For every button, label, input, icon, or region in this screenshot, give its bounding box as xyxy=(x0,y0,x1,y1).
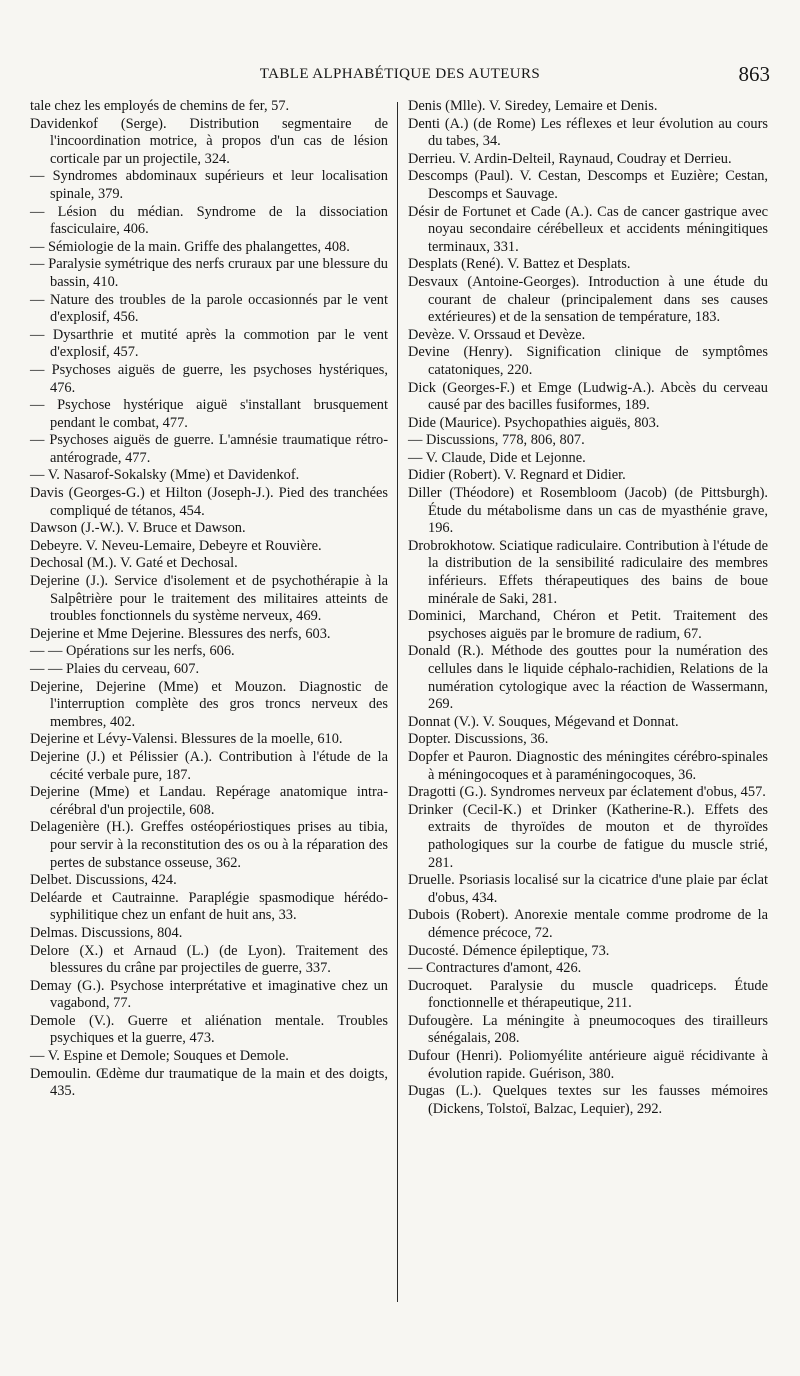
index-entry: Dejerine (J.) et Pélissier (A.). Contribution à l'étude de la cécité verbale pure, 187. xyxy=(30,748,388,783)
index-entry: — Psychoses aiguës de guerre. L'amnésie traumatique rétro-antérograde, 477. xyxy=(30,432,388,466)
index-entry: Dechosal (M.). V. Gaté et Dechosal. xyxy=(30,555,238,572)
index-entry: Debeyre. V. Neveu-Lemaire, Debeyre et Rouvière. xyxy=(30,537,322,554)
index-entry: Dejerine (J.). Service d'isolement et de psychothérapie à la Salpêtrière pour le traitement des militaires atteints de troubles fonctionnels du système nerveux, 469. xyxy=(30,573,388,625)
right-column xyxy=(408,98,768,1118)
header-title: TABLE ALPHABÉTIQUE DES AUTEURS xyxy=(259,66,541,82)
index-entry: Devèze. V. Orssaud et Devèze. xyxy=(408,326,586,343)
index-entry: Ducroquet. Paralysie du muscle quadriceps. Étude fonctionnelle et thérapeutique, 211. xyxy=(408,977,768,1012)
index-entry: — Nature des troubles de la parole occasionnés par le vent d'explosif, 456. xyxy=(30,291,388,326)
running-header xyxy=(30,62,770,88)
index-entry: — V. Nasarof-Sokalsky (Mme) et Davidenkof. xyxy=(30,467,300,484)
index-entry: Demole (V.). Guerre et aliénation mentale. Troubles psychiques et la guerre, 473. xyxy=(30,1012,388,1047)
index-entry: — Lésion du médian. Syndrome de la dissociation fasciculaire, 406. xyxy=(30,203,388,238)
index-entry: Dominici, Marchand, Chéron et Petit. Traitement des psychoses aiguës par le bromure de radium, 67. xyxy=(408,608,768,642)
index-entry: Didier (Robert). V. Regnard et Didier. xyxy=(408,467,626,484)
index-entry: Dugas (L.). Quelques textes sur les fausses mémoires (Dickens, Tolstoï, Balzac, Lequier), 292. xyxy=(408,1083,768,1117)
index-entry: Dick (Georges-F.) et Emge (Ludwig-A.). Abcès du cerveau causé par des bacilles fusiformes, 189. xyxy=(408,379,768,414)
index-entry: Donnat (V.). V. Souques, Mégevand et Donnat. xyxy=(408,713,679,730)
index-entry: Delmas. Discussions, 804. xyxy=(30,924,183,941)
index-entry: Derrieu. V. Ardin-Delteil, Raynaud, Coudray et Derrieu. xyxy=(408,150,732,167)
index-entry: — Psychoses aiguës de guerre, les psychoses hystériques, 476. xyxy=(30,361,388,396)
index-entry: Dubois (Robert). Anorexie mentale comme prodrome de la démence précoce, 72. xyxy=(408,907,768,941)
index-entry: Dopfer et Pauron. Diagnostic des méningites cérébro-spinales à méningocoques et à paraméningocoques, 36. xyxy=(408,748,768,783)
index-entry: — Paralysie symétrique des nerfs cruraux par une blessure du bassin, 410. xyxy=(30,256,388,290)
index-entry: Ducosté. Démence épileptique, 73. xyxy=(408,942,610,959)
index-entry: Dufougère. La méningite à pneumocoques des tirailleurs sénégalais, 208. xyxy=(408,1012,768,1047)
left-column xyxy=(30,98,388,1101)
index-entry: Davidenkof (Serge). Distribution segmentaire de l'incoordination motrice, à propos d'un cas de lésion corticale par un projectile, 324. xyxy=(30,115,388,167)
index-entry: Descomps (Paul). V. Cestan, Descomps et Euzière; Cestan, Descomps et Sauvage. xyxy=(408,168,768,202)
index-entry: Deléarde et Cautrainne. Paraplégie spasmodique hérédo-syphilitique chez un enfant de huit ans, 33. xyxy=(30,889,388,924)
index-entry: — Contractures d'amont, 426. xyxy=(408,960,582,977)
index-entry: — Sémiologie de la main. Griffe des phalangettes, 408. xyxy=(30,238,350,255)
index-entry: Drobrokhotow. Sciatique radiculaire. Contribution à l'étude de la distribution de la sensibilité radiculaire des membres inférieurs. Effets thérapeutiques des bains de boue minérale de Saki, 281. xyxy=(408,537,768,607)
index-entry: Désir de Fortunet et Cade (A.). Cas de cancer gastrique avec noyau secondaire cérébelleux et accidents méningitiques terminaux, 331. xyxy=(408,203,768,255)
index-entry: — Psychose hystérique aiguë s'installant brusquement pendant le combat, 477. xyxy=(30,397,388,431)
index-entry: — V. Claude, Dide et Lejonne. xyxy=(408,449,586,466)
index-entry: — Syndromes abdominaux supérieurs et leur localisation spinale, 379. xyxy=(30,168,388,202)
index-entry: Dopter. Discussions, 36. xyxy=(408,731,549,748)
index-entry: — Discussions, 778, 806, 807. xyxy=(408,432,585,449)
index-entry: tale chez les employés de chemins de fer, 57. xyxy=(30,98,290,114)
index-entry: Dejerine et Lévy-Valensi. Blessures de la moelle, 610. xyxy=(30,731,343,748)
index-entry: Dejerine (Mme) et Landau. Repérage anatomique intra-cérébral d'un projectile, 608. xyxy=(30,784,388,818)
index-entry: Dragotti (G.). Syndromes nerveux par éclatement d'obus, 457. xyxy=(408,784,766,801)
index-entry: Delbet. Discussions, 424. xyxy=(30,872,177,889)
index-entry: Druelle. Psoriasis localisé sur la cicatrice d'une plaie par éclat d'obus, 434. xyxy=(408,872,768,906)
index-entry: — V. Espine et Demole; Souques et Demole. xyxy=(30,1048,289,1065)
index-entry: Diller (Théodore) et Rosembloom (Jacob) (de Pittsburgh). Étude du métabolisme dans un cas de myasthénie grave, 196. xyxy=(408,485,768,537)
column-divider xyxy=(397,102,398,1302)
index-entry: Desplats (René). V. Battez et Desplats. xyxy=(408,256,631,273)
index-entry: Dufour (Henri). Poliomyélite antérieure aiguë récidivante à évolution rapide. Guérison, 380. xyxy=(408,1048,768,1082)
index-entry: Demoulin. Œdème dur traumatique de la main et des doigts, 435. xyxy=(30,1065,388,1100)
index-entry: — — Plaies du cerveau, 607. xyxy=(30,661,200,677)
index-entry: — Dysarthrie et mutité après la commotion par le vent d'explosif, 457. xyxy=(30,326,388,361)
index-entry: Delagenière (H.). Greffes ostéopériostiques prises au tibia, pour servir à la reconstitution des os ou à la réparation des pertes de substance osseuse, 362. xyxy=(30,819,388,871)
index-entry: Donald (R.). Méthode des gouttes pour la numération des cellules dans le liquide céphalo-rachidien, Relations de la numération cytologique avec la réaction de Wassermann, 269. xyxy=(408,643,768,713)
index-entry: Dejerine, Dejerine (Mme) et Mouzon. Diagnostic de l'interruption complète des gros troncs nerveux des membres, 402. xyxy=(30,678,388,730)
index-entry: Dejerine et Mme Dejerine. Blessures des nerfs, 603. xyxy=(30,625,331,642)
index-entry: Dawson (J.-W.). V. Bruce et Dawson. xyxy=(30,520,246,537)
index-entry: Denis (Mlle). V. Siredey, Lemaire et Denis. xyxy=(408,98,658,114)
index-entry: Demay (G.). Psychose interprétative et imaginative chez un vagabond, 77. xyxy=(30,977,388,1012)
page-number: 863 xyxy=(738,62,770,86)
index-entry: Dide (Maurice). Psychopathies aiguës, 803. xyxy=(408,414,660,431)
index-entry: Delore (X.) et Arnaud (L.) (de Lyon). Traitement des blessures du crâne par projectiles de guerre, 337. xyxy=(30,942,388,977)
index-entry: — — Opérations sur les nerfs, 606. xyxy=(30,643,235,660)
index-entry: Devine (Henry). Signification clinique de symptômes catatoniques, 220. xyxy=(408,344,768,378)
index-entry: Denti (A.) (de Rome) Les réflexes et leur évolution au cours du tabes, 34. xyxy=(408,115,768,150)
index-entry: Davis (Georges-G.) et Hilton (Joseph-J.). Pied des tranchées compliqué de tétanos, 454. xyxy=(30,485,388,519)
index-entry: Drinker (Cecil-K.) et Drinker (Katherine-R.). Effets des extraits de thyroïdes de mouton et de thyroïdes pathologiques sur la courbe de fatigue du muscle strié, 281. xyxy=(408,801,768,871)
index-entry: Desvaux (Antoine-Georges). Introduction à une étude du courant de chaleur (principalement dans ses causes extérieures) et de la sensation de température, 183. xyxy=(408,273,768,326)
